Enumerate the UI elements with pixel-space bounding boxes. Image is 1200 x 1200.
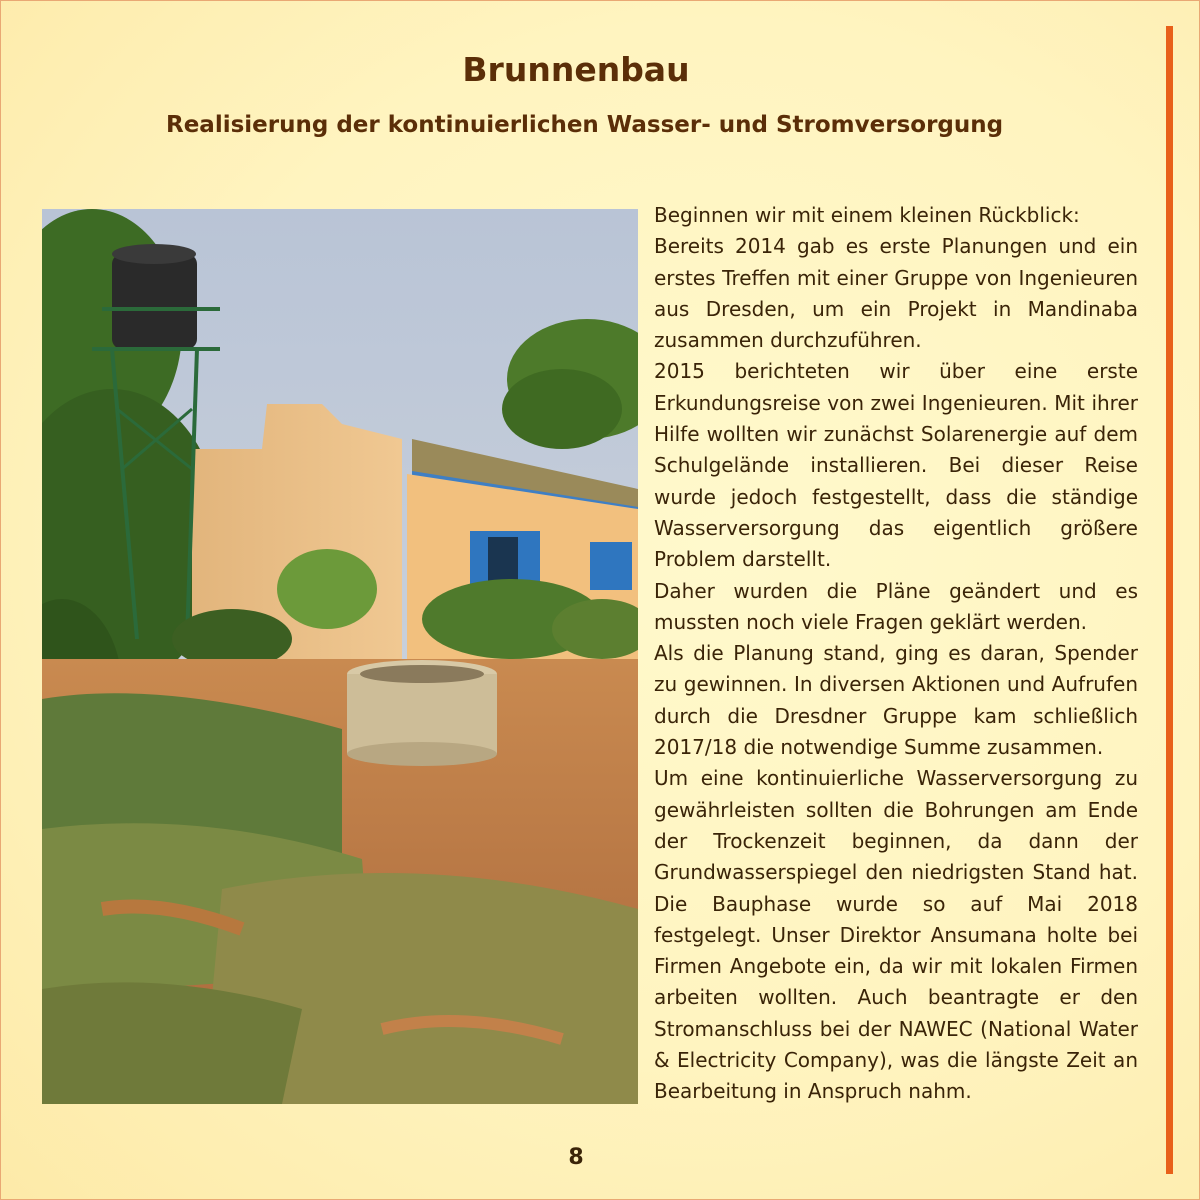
article-paragraph-2014: Bereits 2014 gab es erste Planungen und ein erstes Treffen mit einer Gruppe von Ingenieuren aus Dresden, um ein Projekt in Mandinaba zusammen durchzuführen. xyxy=(654,234,1138,353)
article-body xyxy=(654,200,1138,1108)
accent-side-bar xyxy=(1166,26,1173,1174)
article-paragraph-2015: 2015 berichteten wir über eine erste Erkundungsreise von zwei Ingenieuren. Mit ihrer Hilfe wollten wir zunächst Solarenergie auf dem Schulgelände installieren. Bei dieser Reise wurde jedoch festgestellt, dass die ständige Wasserversorgung das eigentlich größere Problem darstellt. xyxy=(654,359,1138,572)
article-paragraph-donors: Als die Planung stand, ging es daran, Spender zu gewinnen. In diversen Aktionen und Aufrufen durch die Dresdner Gruppe kam schließlich 2017/18 die notwendige Summe zusammen. xyxy=(654,641,1138,760)
page-subtitle: Realisierung der kontinuierlichen Wasser- und Stromversorgung xyxy=(166,112,1004,138)
school-well-photo xyxy=(42,209,638,1104)
article-paragraph-plans: Daher wurden die Pläne geändert und es mussten noch viele Fragen geklärt werden. xyxy=(654,578,1138,634)
article-paragraph-construction: Um eine kontinuierliche Wasserversorgung zu gewährleisten sollten die Bohrungen am Ende der Trockenzeit beginnen, da dann der Grundwasserspiegel den niedrigsten Stand hat. Die Bauphase wurde so auf Mai 2018 festgelegt. Unser Direktor Ansumana holte bei Firmen Angebote ein, da wir mit lokalen Firmen arbeiten wollten. Auch beantragte er den Stromanschluss bei der NAWEC (National Water & Electricity Company), was die längste Zeit an Bearbeitung in Anspruch nahm. xyxy=(654,766,1138,1104)
article-paragraph-intro: Beginnen wir mit einem kleinen Rückblick: xyxy=(654,203,1080,227)
page-number: 8 xyxy=(568,1145,584,1170)
page-title: Brunnenbau xyxy=(462,50,690,89)
